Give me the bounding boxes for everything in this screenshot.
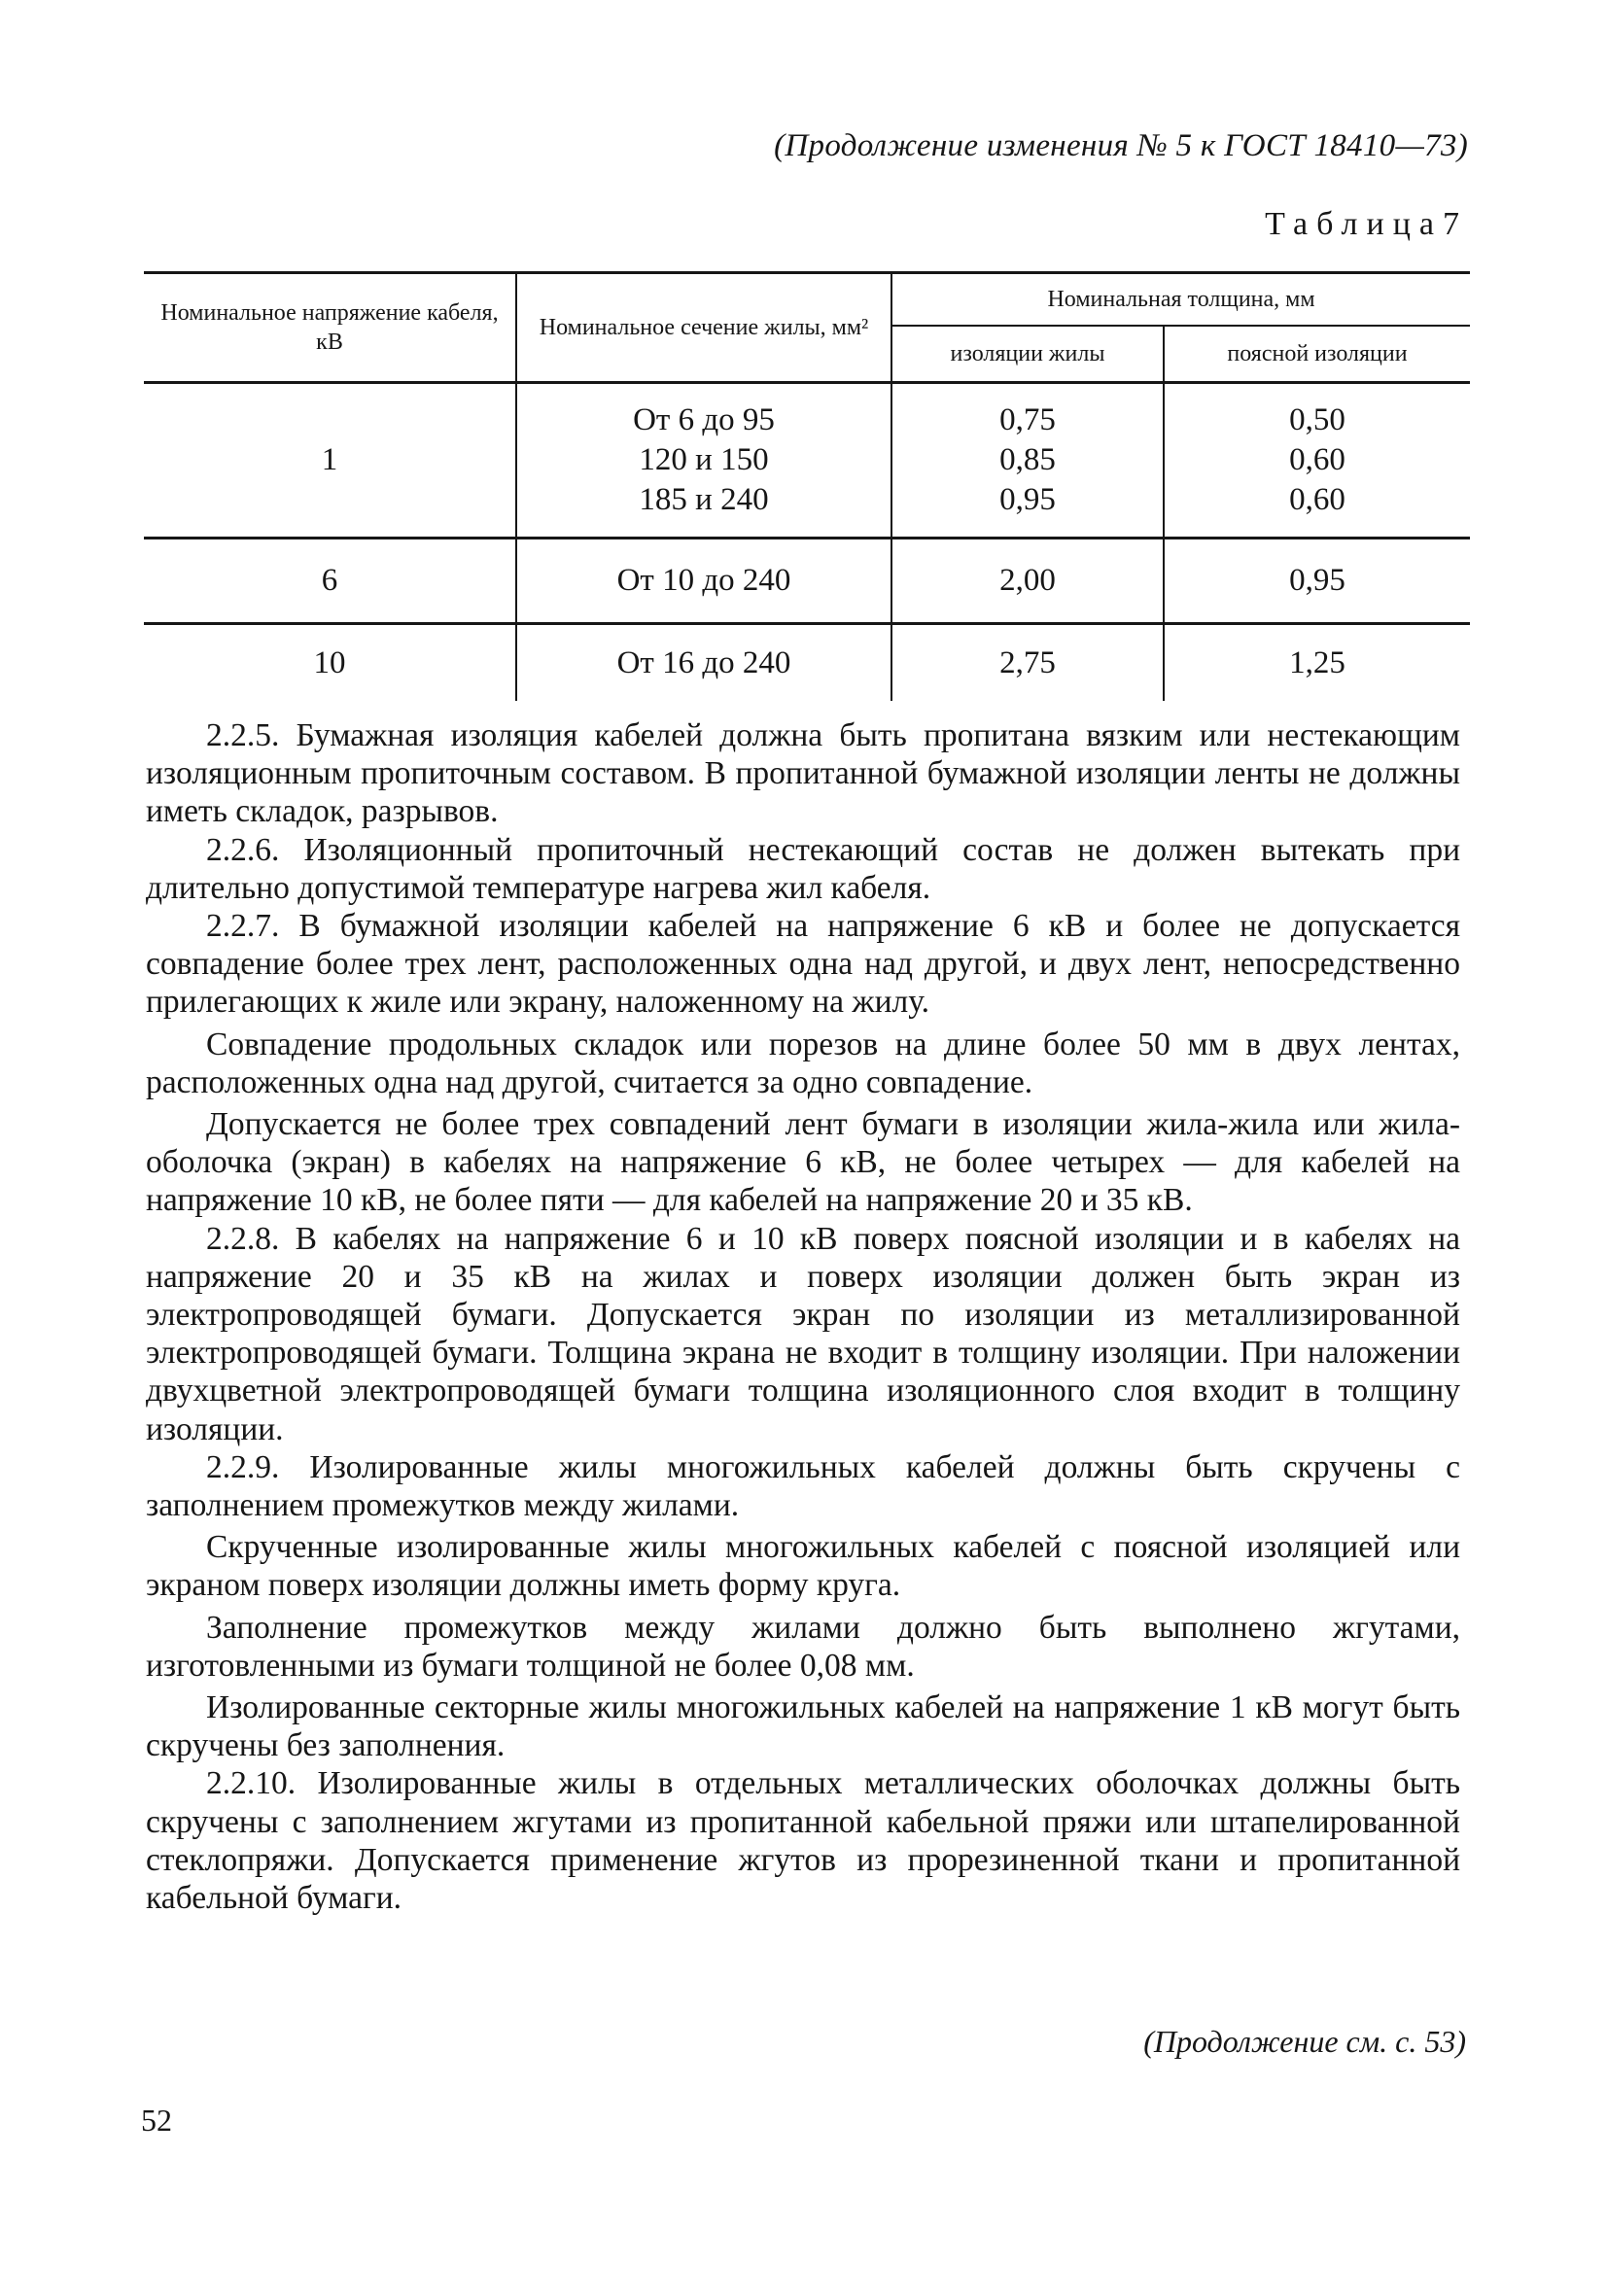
specification-table [144,271,1470,701]
table-row [144,539,1470,624]
paragraph-2-2-9: 2.2.9. Изолированные жилы многожильных кабелей должны быть скручены с заполнением промежутков между жилами. [146,1448,1460,1524]
cell-core-insulation: 2,00 [891,539,1164,624]
paragraph-2-2-8: 2.2.8. В кабелях на напряжение 6 и 10 кВ поверх поясной изоляции и в кабелях на напряжение 20 и 35 кВ на жилах и поверх изоляции должен быть экран из электропроводящей бумаги. Допускается экран по изоляции из металлизированной электропроводящей бумаги. Толщина экрана не входит в толщину изоляции. При наложении двухцветной электропроводящей бумаги толщина изоляционного слоя входит в толщину изоляции. [146,1220,1460,1447]
continuation-header: (Продолжение изменения № 5 к ГОСТ 18410—73) [774,128,1468,163]
cell-belt-insulation: 0,95 [1164,539,1470,624]
header-core-insulation: изоляции жилы [891,326,1164,383]
header-section: Номинальное сечение жилы, мм² [516,273,891,383]
header-voltage: Номинальное напряжение кабеля, кВ [144,273,516,383]
paragraph-2-2-6: 2.2.6. Изоляционный пропиточный нестекающий состав не должен вытекать при длительно допустимой температуре нагрева жил кабеля. [146,831,1460,906]
cell-belt-insulation: 1,25 [1164,624,1470,702]
page-number: 52 [141,2103,172,2138]
continuation-footer: (Продолжение см. с. 53) [1143,2024,1466,2059]
header-thickness: Номинальная толщина, мм [891,273,1470,327]
cell-section: От 10 до 240 [516,539,891,624]
paragraph-2-2-7: 2.2.7. В бумажной изоляции кабелей на напряжение 6 кВ и более не допускается совпадение более трех лент, расположенных одна над другой, и двух лент, непосредственно прилегающих к жиле или экрану, наложенному на жилу. [146,908,1460,1021]
paragraph-2-2-5: 2.2.5. Бумажная изоляция кабелей должна быть пропитана вязким или нестекающим изоляционным пропиточным составом. В пропитанной бумажной изоляции ленты не должны иметь складок, разрывов. [146,717,1460,830]
header-belt-insulation: поясной изоляции [1164,326,1470,383]
cell-section: От 6 до 95 120 и 150 185 и 240 [516,383,891,539]
cell-core-insulation: 0,75 0,85 0,95 [891,383,1164,539]
cell-voltage: 10 [144,624,516,702]
table-row [144,383,1470,539]
cell-section: От 16 до 240 [516,624,891,702]
paragraph-fold-coincidence: Совпадение продольных складок или порезов на длине более 50 мм в двух лентах, расположенных одна над другой, считается за одно совпадение. [146,1026,1460,1100]
cell-voltage: 1 [144,383,516,539]
paragraph-2-2-10: 2.2.10. Изолированные жилы в отдельных металлических оболочках должны быть скручены с заполнением жгутами из пропитанной кабельной пряжи или штапелированной стеклопряжи. Допускается применение жгутов из прорезиненной ткани и пропитанной кабельной бумаги. [146,1765,1460,1917]
cell-core-insulation: 2,75 [891,624,1164,702]
table-caption: Таблица7 [1265,206,1468,242]
paragraph-filling: Заполнение промежутков между жилами должно быть выполнено жгутами, изготовленными из бумаги толщиной не более 0,08 мм. [146,1609,1460,1684]
paragraph-twisted-cores: Скрученные изолированные жилы многожильных кабелей с поясной изоляцией или экраном поверх изоляции должны иметь форму круга. [146,1529,1460,1604]
cell-voltage: 6 [144,539,516,624]
paragraph-sector-cores: Изолированные секторные жилы многожильных кабелей на напряжение 1 кВ могут быть скручены без заполнения. [146,1689,1460,1764]
table-row [144,624,1470,702]
body-text [146,716,1460,1917]
paragraph-allowed-coincidences: Допускается не более трех совпадений лент бумаги в изоляции жила-жила или жила-оболочка (экран) в кабелях на напряжение 6 кВ, не более четырех — для кабелей на напряжение 10 кВ, не более пяти — для кабелей на напряжение 20 и 35 кВ. [146,1106,1460,1219]
cell-belt-insulation: 0,50 0,60 0,60 [1164,383,1470,539]
